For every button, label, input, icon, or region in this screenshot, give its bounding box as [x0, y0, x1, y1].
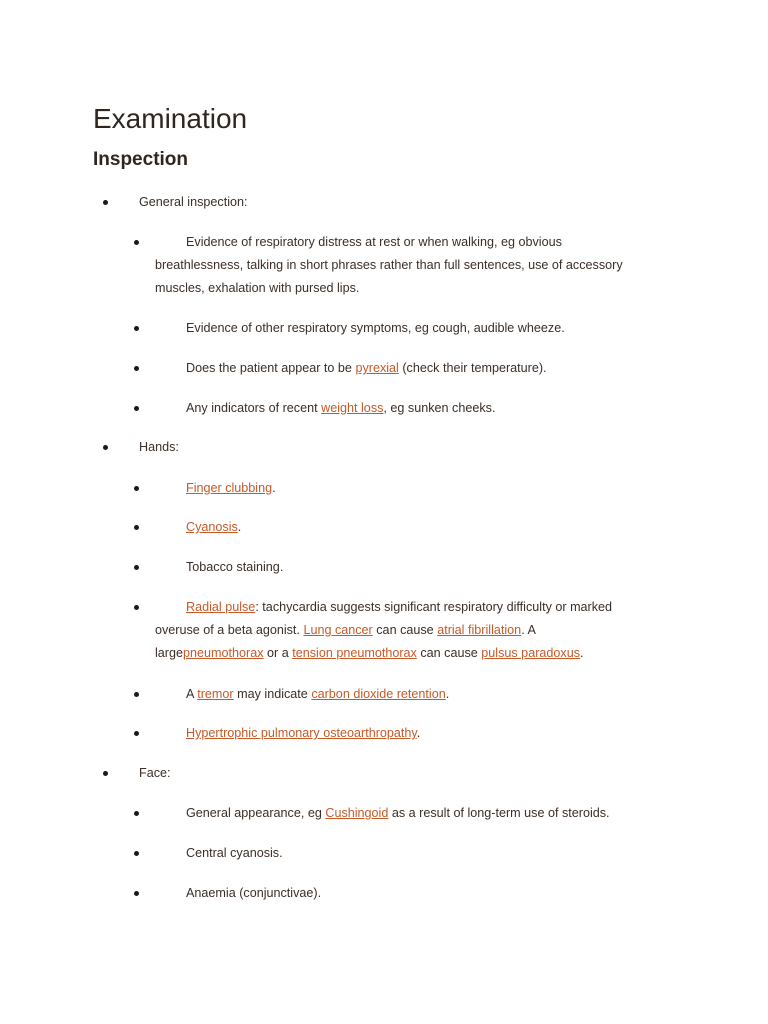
list-item-text: breathlessness, talking in short phrases rather than full sentences, use of accessory — [155, 258, 623, 272]
bullet — [134, 525, 139, 530]
link-tremor[interactable]: tremor — [197, 687, 234, 701]
list-item-text: can cause — [372, 623, 438, 637]
section-heading: Inspection — [93, 149, 189, 170]
list-item-other-symptoms — [186, 317, 676, 340]
bullet — [134, 891, 139, 896]
list-item-line — [155, 619, 676, 642]
list-item-cyanosis — [186, 516, 676, 539]
list-item-text: , eg sunken cheeks. — [383, 401, 496, 415]
list-item-text: large — [155, 646, 184, 660]
list-item-text: . A — [521, 623, 536, 637]
link-atrial-fibrillation[interactable]: atrial fibrillation — [437, 623, 522, 637]
list-item-hands — [139, 436, 679, 459]
bullet — [134, 486, 139, 491]
link-lung-cancer[interactable]: Lung cancer — [303, 623, 373, 637]
link-cyanosis[interactable]: Cyanosis — [186, 520, 238, 534]
list-item-text: : tachycardia suggests significant respiratory difficulty or marked — [255, 600, 613, 614]
bullet — [134, 731, 139, 736]
link-finger-clubbing[interactable]: Finger clubbing — [186, 481, 273, 495]
list-item-hpoa — [186, 722, 676, 745]
link-cushingoid[interactable]: Cushingoid — [325, 806, 389, 820]
list-item-text: Any indicators of recent — [186, 401, 322, 415]
list-item-label: General inspection: — [139, 195, 248, 209]
list-item-text: Evidence of respiratory distress at rest or when walking, eg obvious — [186, 235, 562, 249]
list-item-text: . — [272, 481, 276, 495]
list-item-label: Face: — [139, 766, 171, 780]
page-title: Examination — [93, 103, 248, 134]
list-item-text: . — [416, 726, 421, 740]
bullet — [134, 326, 139, 331]
bullet — [134, 851, 139, 856]
list-item-finger-clubbing — [186, 477, 676, 500]
link-pyrexial[interactable]: pyrexial — [355, 361, 399, 375]
bullet — [134, 240, 139, 245]
list-item-tremor — [186, 683, 676, 706]
list-item-text: Anaemia (conjunctivae). — [186, 886, 322, 900]
bullet — [134, 605, 139, 610]
bullet — [103, 445, 108, 450]
list-item-tobacco-staining — [186, 556, 676, 579]
list-item-text: . — [445, 687, 450, 701]
list-item-text: (check their temperature). — [398, 361, 547, 375]
list-item-text: Central cyanosis. — [186, 846, 283, 860]
list-item-text: General appearance, eg — [186, 806, 326, 820]
list-item-text: overuse of a beta agonist. — [155, 623, 304, 637]
bullet — [103, 771, 108, 776]
list-item-text: . — [237, 520, 242, 534]
link-pulsus-paradoxus[interactable]: pulsus paradoxus — [481, 646, 580, 660]
bullet — [103, 200, 108, 205]
list-item-text: . — [580, 646, 584, 660]
list-item-pyrexial — [186, 357, 676, 380]
list-item-text: or a — [263, 646, 293, 660]
list-item-general-appearance — [186, 802, 676, 825]
link-pneumothorax[interactable]: pneumothorax — [183, 646, 264, 660]
list-item-text: can cause — [416, 646, 482, 660]
bullet — [134, 811, 139, 816]
link-weight-loss[interactable]: weight loss — [321, 401, 384, 415]
list-item-general-inspection — [139, 191, 679, 214]
list-item-text: Evidence of other respiratory symptoms, eg cough, audible wheeze. — [186, 321, 565, 335]
bullet — [134, 366, 139, 371]
bullet — [134, 692, 139, 697]
bullet — [134, 565, 139, 570]
list-item-line — [155, 642, 676, 665]
list-item-text: Tobacco staining. — [186, 560, 284, 574]
list-item-text: as a result of long-term use of steroids. — [388, 806, 610, 820]
list-item-text: may indicate — [233, 687, 312, 701]
list-item-face — [139, 762, 679, 785]
list-item-radial-pulse — [155, 596, 676, 665]
list-item-weight-loss — [186, 397, 676, 420]
list-item-text: Does the patient appear to be — [186, 361, 356, 375]
link-tension-pneumothorax[interactable]: tension pneumothorax — [292, 646, 417, 660]
list-item-central-cyanosis — [186, 842, 676, 865]
list-item-text: A — [186, 687, 198, 701]
list-item-text: muscles, exhalation with pursed lips. — [155, 281, 360, 295]
list-item-label: Hands: — [139, 440, 179, 454]
list-item-respiratory-distress — [155, 231, 676, 300]
link-hypertrophic-pulmonary-osteoarthropathy[interactable]: Hypertrophic pulmonary osteoarthropathy — [186, 726, 417, 740]
bullet — [134, 406, 139, 411]
link-carbon-dioxide-retention[interactable]: carbon dioxide retention — [311, 687, 446, 701]
link-radial-pulse[interactable]: Radial pulse — [186, 600, 256, 614]
list-item-anaemia — [186, 882, 676, 905]
